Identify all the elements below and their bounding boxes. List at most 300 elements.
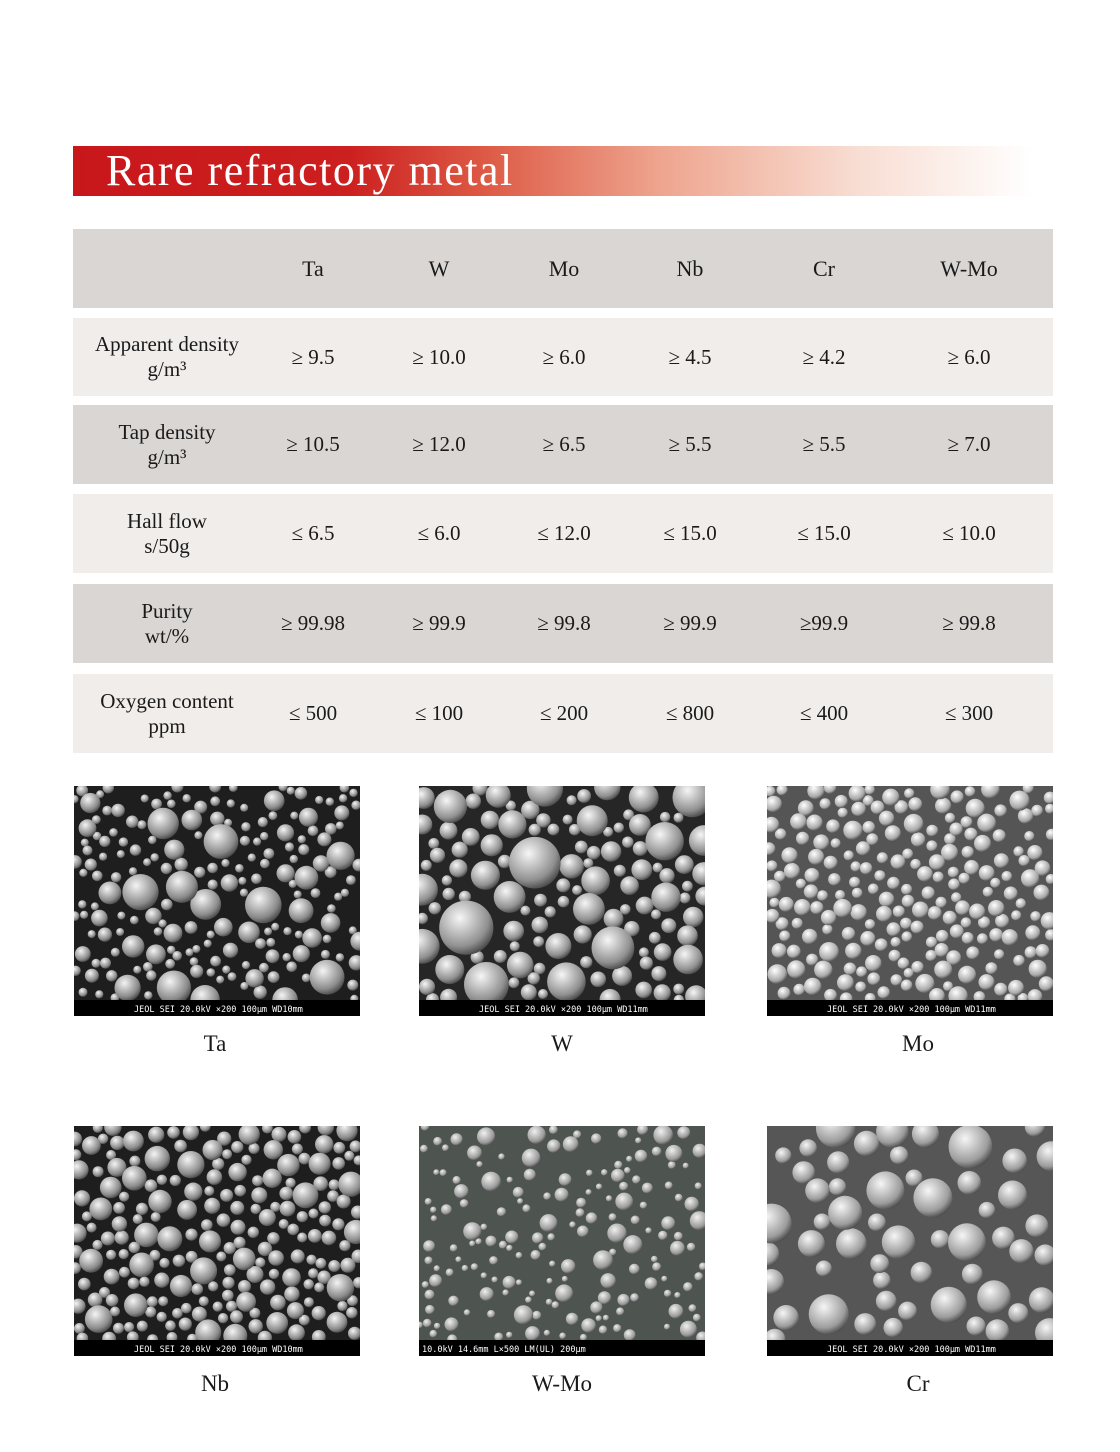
powder-particle (854, 1131, 879, 1156)
powder-particle (450, 1244, 458, 1252)
powder-particle (525, 1326, 540, 1341)
powder-particle (111, 872, 121, 882)
powder-particle (603, 1315, 609, 1321)
powder-particle (965, 786, 976, 797)
powder-particle (509, 837, 561, 889)
powder-particle (1021, 869, 1039, 887)
powder-particle (268, 971, 280, 983)
powder-particle (990, 878, 1000, 888)
powder-particle (794, 899, 811, 916)
powder-particle (685, 1197, 699, 1211)
powder-particle (434, 1265, 440, 1271)
powder-particle (590, 972, 606, 988)
powder-particle (292, 1144, 303, 1155)
powder-particle (204, 1198, 220, 1214)
powder-particle (989, 928, 1003, 942)
powder-particle (651, 883, 680, 912)
powder-particle (240, 889, 248, 897)
powder-particle (669, 1304, 684, 1319)
powder-particle (190, 957, 199, 966)
powder-particle (481, 811, 499, 829)
powder-particle (74, 1323, 85, 1334)
powder-particle (308, 1229, 322, 1243)
powder-particle (600, 1273, 615, 1288)
powder-particle (614, 865, 626, 877)
powder-particle (845, 943, 861, 959)
powder-particle (679, 893, 690, 904)
powder-particle (533, 936, 544, 947)
powder-particle (796, 879, 806, 889)
powder-particle (167, 800, 176, 809)
powder-particle (1034, 885, 1050, 901)
powder-particle (596, 1315, 602, 1321)
powder-particle (297, 1211, 308, 1222)
powder-particle (268, 1250, 284, 1266)
powder-particle (860, 931, 875, 946)
powder-particle (453, 1176, 461, 1184)
powder-particle (151, 853, 159, 861)
powder-particle (994, 949, 1004, 959)
powder-particle (129, 1156, 140, 1167)
powder-particle (497, 1207, 506, 1216)
powder-particle (664, 1324, 670, 1330)
powder-particle (204, 824, 239, 859)
powder-particle (310, 960, 345, 995)
powder-particle (289, 898, 314, 923)
powder-particle (80, 793, 100, 813)
powder-particle (673, 984, 684, 995)
powder-particle (148, 808, 179, 839)
micrograph-nb (74, 1126, 360, 1356)
powder-particle (425, 1257, 433, 1265)
powder-particle (166, 871, 198, 903)
powder-particle (249, 1319, 263, 1333)
powder-particle (948, 867, 959, 878)
powder-particle (259, 1209, 276, 1226)
section-banner (73, 146, 1053, 196)
powder-particle (216, 976, 224, 984)
powder-particle (208, 880, 218, 890)
powder-particle (337, 1301, 347, 1311)
powder-particle (819, 942, 839, 962)
powder-particle (850, 904, 866, 920)
powder-particle (460, 1199, 469, 1208)
powder-particle (285, 842, 294, 851)
powder-particle (624, 1167, 631, 1174)
powder-particle (319, 1215, 331, 1227)
powder-particle (935, 798, 951, 814)
powder-particle (665, 1182, 673, 1190)
powder-particle (552, 1301, 559, 1308)
powder-particle (651, 966, 666, 981)
powder-particle (238, 877, 246, 885)
powder-particle (344, 1151, 354, 1161)
powder-particle (787, 945, 801, 959)
powder-particle (569, 1221, 575, 1227)
powder-particle (235, 864, 244, 873)
powder-particle (333, 1142, 345, 1154)
powder-particle (119, 1267, 130, 1278)
powder-particle (654, 943, 672, 961)
powder-particle (865, 919, 875, 929)
powder-particle (586, 1189, 592, 1195)
powder-particle (779, 897, 794, 912)
powder-particle (148, 1127, 164, 1143)
powder-particle (558, 896, 570, 908)
powder-particle (683, 907, 703, 927)
powder-particle (936, 930, 949, 943)
powder-particle (904, 788, 914, 798)
powder-particle (445, 1317, 459, 1331)
powder-particle (157, 1226, 182, 1251)
powder-particle (240, 804, 248, 812)
powder-particle (203, 1140, 223, 1160)
powder-particle (429, 1274, 442, 1287)
powder-particle (900, 918, 912, 930)
powder-particle (851, 861, 861, 871)
powder-particle (422, 1281, 429, 1288)
table-cell: ≥ 9.5 (291, 344, 335, 369)
powder-particle (555, 1188, 569, 1202)
powder-particle (122, 874, 158, 910)
powder-particle (88, 930, 96, 938)
powder-particle (599, 1326, 607, 1334)
powder-particle (616, 1307, 624, 1315)
table-cell: ≤ 100 (414, 701, 464, 725)
powder-particle (559, 1333, 566, 1340)
powder-particle (349, 789, 357, 797)
powder-particle (559, 1173, 572, 1186)
powder-particle (549, 1261, 555, 1267)
powder-particle (270, 1295, 286, 1311)
powder-particle (878, 986, 890, 998)
row-label (77, 584, 257, 663)
powder-particle (494, 950, 507, 963)
powder-particle (532, 1311, 541, 1320)
powder-particle (452, 842, 468, 858)
powder-particle (174, 1140, 187, 1153)
sem-info-text: JEOL SEI 20.0kV ×200 100µm WD10mm (134, 1005, 303, 1015)
powder-particle (593, 1250, 613, 1270)
powder-particle (640, 957, 653, 970)
powder-particle (194, 867, 205, 878)
powder-particle (964, 828, 977, 841)
powder-particle (455, 1256, 461, 1262)
powder-particle (327, 1312, 348, 1333)
powder-particle (464, 1309, 470, 1315)
powder-particle (476, 1161, 482, 1167)
table-cell: ≤ 10.0 (942, 521, 996, 545)
powder-particle (926, 840, 937, 851)
powder-particle (124, 1322, 134, 1332)
table-row-purity (73, 584, 1053, 663)
powder-particle (434, 790, 467, 823)
table-cell: ≥ 6.5 (542, 432, 586, 456)
powder-particle (85, 1305, 113, 1333)
powder-particle (902, 931, 913, 942)
powder-particle (106, 1250, 116, 1260)
powder-particle (522, 1204, 530, 1212)
powder-particle (79, 819, 97, 837)
powder-particle (145, 1146, 170, 1171)
powder-particle (950, 924, 964, 938)
powder-particle (306, 1255, 316, 1265)
powder-particle (218, 1313, 228, 1323)
powder-particle (113, 1323, 124, 1334)
table-cell: ≥ 10.5 (286, 432, 340, 456)
sem-info-text: JEOL SEI 20.0kV ×200 100µm WD11mm (479, 1005, 648, 1015)
powder-particle (315, 1135, 333, 1153)
powder-particle (543, 1192, 551, 1200)
powder-particle (793, 984, 805, 996)
powder-particle (964, 860, 979, 875)
powder-particle (917, 866, 933, 882)
powder-particle (83, 846, 93, 856)
powder-particle (210, 956, 221, 967)
powder-particle (100, 1177, 122, 1199)
powder-particle (561, 1259, 575, 1273)
powder-particle (910, 859, 921, 870)
powder-particle (254, 986, 267, 999)
powder-particle (147, 1296, 158, 1307)
powder-particle (640, 1202, 647, 1209)
powder-particle (322, 1231, 337, 1246)
powder-particle (693, 1314, 701, 1322)
powder-particle (985, 962, 997, 974)
powder-particle (277, 864, 295, 882)
powder-particle (503, 1276, 516, 1289)
powder-particle (336, 822, 344, 830)
powder-particle (675, 1194, 683, 1202)
powder-particle (327, 904, 336, 913)
powder-particle (251, 1187, 267, 1203)
row-label (77, 405, 257, 484)
powder-particle (230, 1201, 244, 1215)
powder-particle (295, 787, 308, 800)
powder-particle (659, 868, 674, 883)
powder-particle (280, 1201, 296, 1217)
powder-particle (528, 1126, 546, 1144)
table-cell: ≥ 5.5 (802, 432, 846, 456)
powder-particle (481, 1172, 501, 1192)
powder-particle (451, 1133, 463, 1145)
powder-particle (948, 1223, 986, 1261)
powder-particle (252, 1175, 263, 1186)
powder-particle (525, 1297, 532, 1304)
powder-particle (227, 799, 235, 807)
powder-particle (314, 1282, 324, 1292)
powder-particle (813, 834, 829, 850)
powder-particle (287, 787, 295, 795)
powder-particle (266, 1312, 288, 1334)
powder-particle (201, 1219, 213, 1231)
table-cell: ≤ 6.5 (291, 521, 335, 545)
powder-particle (768, 964, 788, 984)
powder-particle (563, 815, 573, 825)
powder-particle (572, 885, 582, 895)
powder-particle (102, 806, 112, 816)
powder-particle (611, 1169, 625, 1183)
powder-particle (604, 909, 624, 929)
powder-particle (498, 810, 526, 838)
powder-particle (926, 937, 937, 948)
powder-particle (192, 945, 200, 953)
table-row-tap-density (73, 405, 1053, 484)
powder-particle (586, 1212, 597, 1223)
powder-particle (251, 874, 262, 885)
sem-info-text: JEOL SEI 20.0kV ×200 100µm WD11mm (827, 1005, 996, 1015)
powder-particle (339, 794, 347, 802)
powder-particle (100, 958, 111, 969)
table-cell: ≥ 7.0 (947, 432, 991, 456)
powder-particle (843, 821, 862, 840)
powder-particle (799, 1139, 817, 1157)
powder-particle (264, 848, 275, 859)
powder-particle (868, 1214, 886, 1232)
powder-particle (329, 1179, 340, 1190)
powder-particle (810, 901, 823, 914)
powder-particle (183, 794, 191, 802)
powder-particle (93, 1166, 104, 1177)
powder-particle (228, 972, 237, 981)
powder-particle (513, 1187, 524, 1198)
powder-particle (1008, 1303, 1028, 1323)
powder-particle (961, 917, 972, 928)
powder-particle (520, 906, 530, 916)
table-cell: ≤ 12.0 (537, 521, 591, 545)
powder-particle (969, 904, 985, 920)
powder-particle (321, 913, 341, 933)
powder-particle (222, 966, 230, 974)
powder-particle (221, 874, 238, 891)
powder-particle (882, 789, 899, 806)
table-header-row (73, 229, 1053, 308)
section-title: Rare refractory metal (106, 146, 514, 195)
powder-particle (979, 1202, 995, 1218)
powder-particle (217, 1213, 231, 1227)
powder-particle (630, 1293, 639, 1302)
powder-particle (279, 1219, 289, 1229)
powder-particle (949, 1126, 993, 1168)
powder-particle (566, 1313, 578, 1325)
powder-particle (884, 1318, 903, 1337)
powder-particle (164, 924, 183, 943)
powder-particle (116, 928, 124, 936)
powder-particle (1019, 855, 1030, 866)
powder-particle (145, 908, 161, 924)
micrograph-cr (767, 1126, 1053, 1356)
powder-particle (82, 1136, 101, 1155)
powder-particle (966, 946, 979, 959)
powder-particle (440, 1169, 447, 1176)
powder-particle (779, 931, 790, 942)
powder-particle (615, 1193, 633, 1211)
sem-info-text: 10.0kV 14.6mm L×500 LM(UL) 200µm (422, 1345, 586, 1355)
powder-particle (683, 1282, 692, 1291)
powder-particle (661, 1216, 675, 1230)
powder-particle (255, 1257, 265, 1267)
powder-particle (339, 1240, 350, 1251)
powder-particle (505, 1231, 518, 1244)
powder-particle (420, 1145, 428, 1153)
powder-particle (547, 962, 586, 1001)
powder-particle (573, 893, 605, 925)
powder-particle (562, 1276, 568, 1282)
powder-particle (163, 791, 171, 799)
powder-particle (327, 842, 355, 870)
table-cell: ≥ 10.0 (412, 344, 466, 369)
powder-particle (340, 1258, 355, 1273)
powder-particle (286, 1178, 296, 1188)
powder-particle (260, 859, 270, 869)
powder-particle (977, 1280, 1011, 1314)
powder-particle (534, 894, 547, 907)
powder-particle (288, 1324, 305, 1341)
powder-particle (139, 1277, 149, 1287)
powder-particle (509, 977, 520, 988)
powder-particle (805, 1178, 830, 1203)
powder-particle (614, 823, 624, 833)
table-cell: ≥ 6.0 (947, 344, 991, 369)
powder-particle (538, 989, 548, 999)
powder-particle (222, 1277, 234, 1289)
powder-particle (790, 813, 807, 830)
powder-particle (665, 1145, 682, 1162)
row-label-name: Tap density (118, 419, 216, 444)
powder-particle (1016, 898, 1026, 908)
powder-particle (346, 875, 356, 885)
powder-particle (581, 866, 610, 895)
powder-particle (85, 859, 97, 871)
powder-particle (92, 1240, 102, 1250)
powder-particle (912, 902, 929, 919)
powder-particle (922, 886, 935, 899)
powder-particle (190, 965, 203, 978)
powder-particle (639, 947, 649, 957)
powder-particle (796, 832, 809, 845)
powder-particle (955, 900, 970, 915)
powder-particle (154, 1273, 169, 1288)
powder-particle (580, 1334, 587, 1341)
powder-particle (143, 962, 153, 972)
powder-particle (934, 961, 952, 979)
powder-particle (682, 881, 693, 892)
powder-particle (207, 968, 216, 977)
powder-particle (221, 859, 229, 867)
powder-particle (288, 1130, 302, 1144)
powder-particle (302, 928, 322, 948)
powder-particle (287, 1224, 299, 1236)
powder-particle (680, 1321, 697, 1338)
powder-particle (994, 804, 1006, 816)
powder-particle (576, 1198, 586, 1208)
powder-particle (294, 891, 302, 899)
table-row-apparent-density (73, 318, 1053, 396)
powder-particle (961, 816, 973, 828)
powder-particle (115, 975, 141, 1001)
powder-particle (486, 1236, 497, 1247)
powder-particle (606, 1195, 612, 1201)
powder-particle (652, 1262, 661, 1271)
powder-particle (266, 949, 280, 963)
powder-particle (326, 798, 334, 806)
powder-particle (442, 875, 452, 885)
powder-particle (664, 1290, 671, 1297)
powder-particle (835, 795, 848, 808)
powder-particle (75, 946, 91, 962)
powder-particle (979, 974, 995, 990)
powder-particle (89, 1198, 112, 1221)
